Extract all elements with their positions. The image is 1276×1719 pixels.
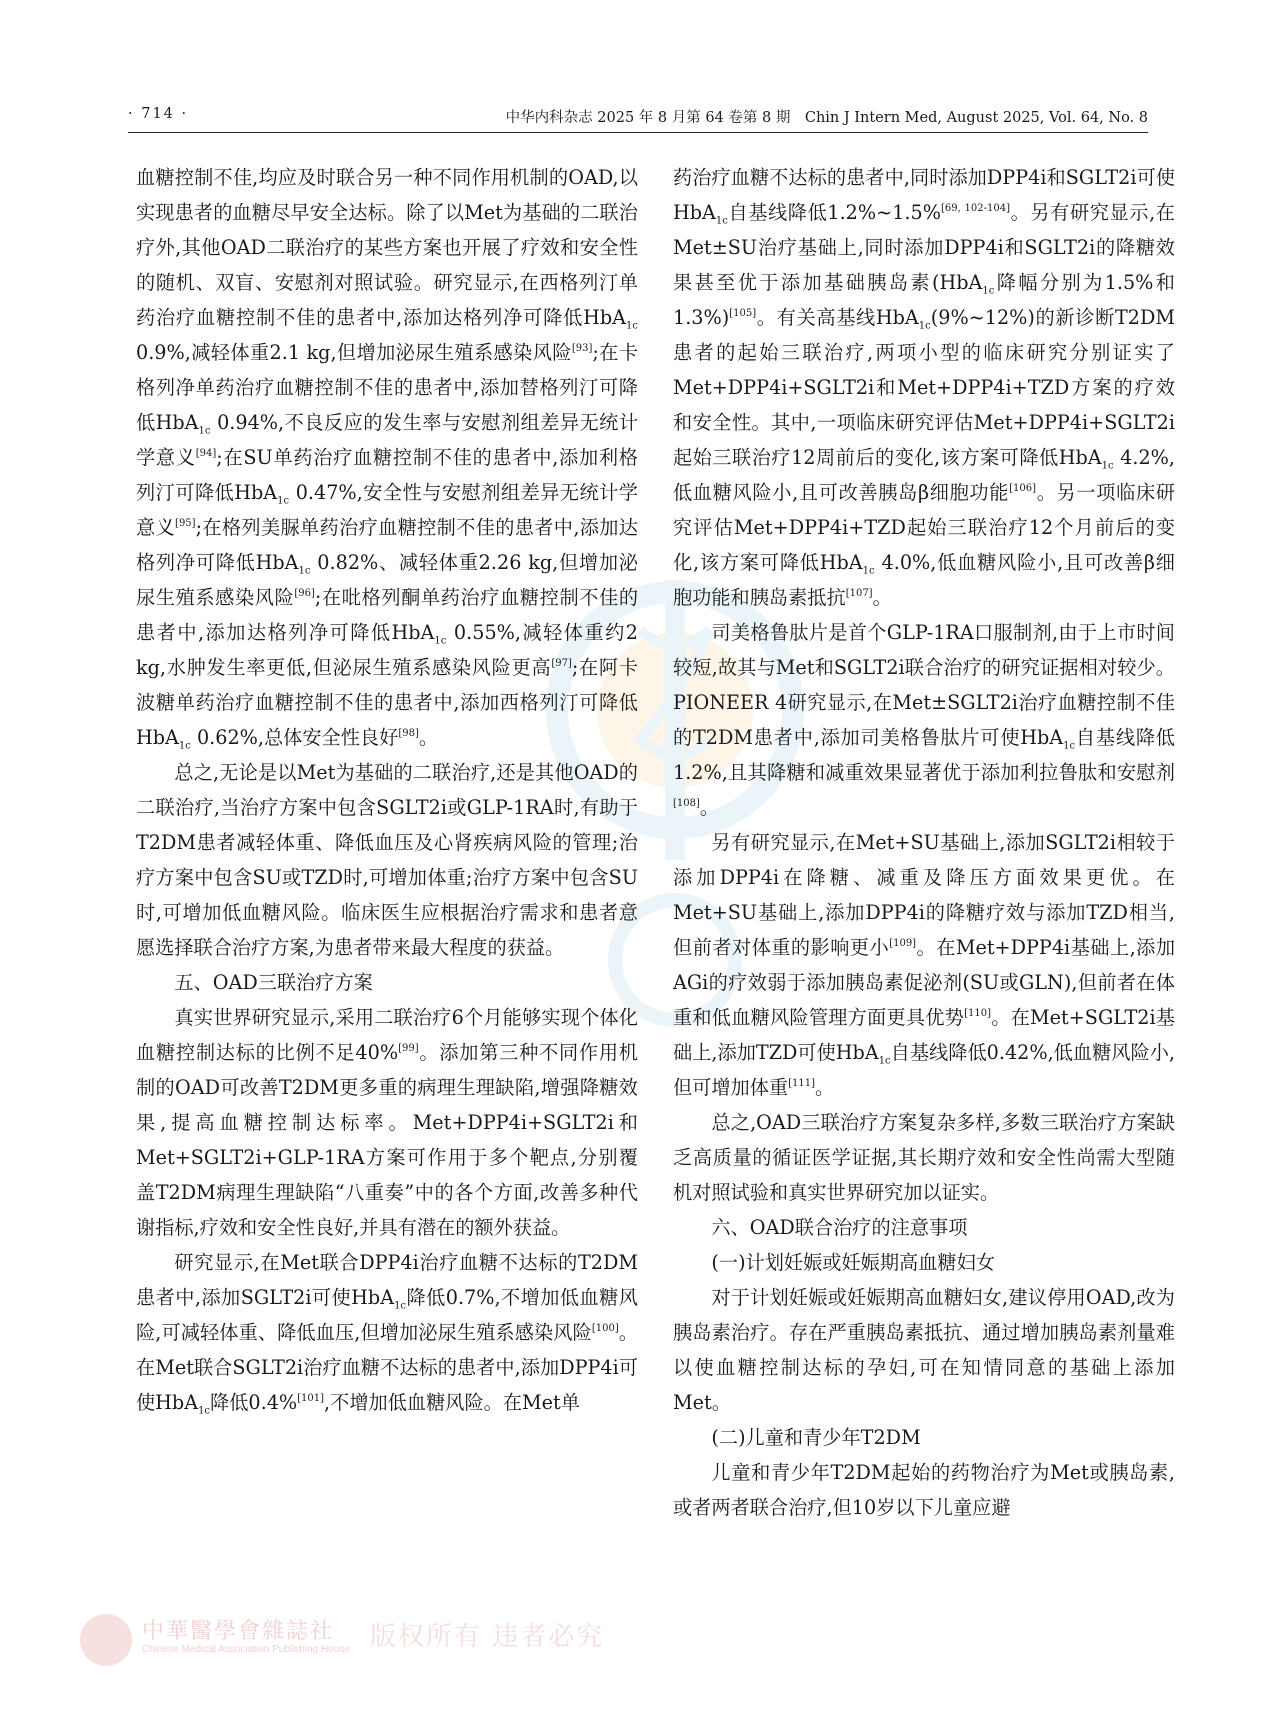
citation: [98] bbox=[398, 728, 419, 739]
citation: [93] bbox=[571, 343, 593, 354]
subsection-heading-6-1: (一)计划妊娠或妊娠期高血糖妇女 bbox=[711, 1251, 995, 1274]
right-paragraph-2: 司美格鲁肽片是首个GLP-1RA口服制剂,由于上市时间较短,故其与Met和SGLT2i联合治疗的研究证据相对较少。PIONEER 4研究显示,在Met±SGLT2i治疗血糖控制不佳的T2DM患者中,添加司美格鲁肽片可使HbA$_{1c}$自基线降低1.2%,且其降糖和减重效果显著优于添加利拉鲁肽和安慰剂[108]。 bbox=[673, 621, 1175, 819]
left-paragraph-4: 研究显示,在Met联合DPP4i治疗血糖不达标的T2DM患者中,添加SGLT2i可使HbA$_{1c}$降低0.7%,不增加低血糖风险,可减轻体重、降低血压,但增加泌尿生殖系感染风险[100]。在Met联合SGLT2i治疗血糖不达标的患者中,添加DPP4i可使HbA$_{1c}$降低0.4%[101],不增加低血糖风险。在Met单 bbox=[136, 1251, 638, 1417]
citation: [109] bbox=[889, 938, 917, 949]
page-number: · 714 · bbox=[128, 106, 189, 122]
subsection-heading-6-2: (二)儿童和青少年T2DM bbox=[711, 1426, 921, 1449]
section-heading-6: 六、OAD联合治疗的注意事项 bbox=[711, 1216, 968, 1239]
left-column bbox=[136, 160, 638, 1420]
citation: [100] bbox=[591, 1323, 619, 1334]
journal-citation: 中华内科杂志 2025 年 8 月第 64 卷第 8 期 Chin J Intern Med, August 2025, Vol. 64, No. 8 bbox=[505, 110, 1148, 126]
left-paragraph-1: 血糖控制不佳,均应及时联合另一种不同作用机制的OAD,以实现患者的血糖尽早安全达标。除了以Met为基础的二联治疗外,其他OAD二联治疗的某些方案也开展了疗效和安全性的随机、双盲、安慰剂对照试验。研究显示,在西格列汀单药治疗血糖控制不佳的患者中,添加达格列净可降低HbA$_{1c}$ 0.9%,减轻体重2.1 kg,但增加泌尿生殖系感染风险[93];在卡格列净单药治疗血糖控制不佳的患者中,添加替格列汀可降低HbA$_{1c}$ 0.94%,不良反应的发生率与安慰剂组差异无统计学意义[94];在SU单药治疗血糖控制不佳的患者中,添加利格列汀可降低HbA$_{1c}$ 0.47%,安全性与安慰剂组差异无统计学意义[95];在格列美脲单药治疗血糖控制不佳的患者中,添加达格列净可降低HbA$_{1c}$ 0.82%、减轻体重2.26 kg,但增加泌尿生殖系感染风险[96];在吡格列酮单药治疗血糖控制不佳的患者中,添加达格列净可降低HbA$_{1c}$ 0.55%,减轻体重约2 kg,水肿发生率更低,但泌尿生殖系感染风险更高[97];在阿卡波糖单药治疗血糖控制不佳的患者中,添加西格列汀可降低HbA$_{1c}$ 0.62%,总体安全性良好[98]。 bbox=[136, 166, 639, 752]
citation: [69, 102-104] bbox=[940, 203, 1010, 214]
citation: [105] bbox=[729, 308, 757, 319]
copyright-slogan: 版权所有 违者必究 bbox=[370, 1622, 605, 1652]
seal-icon bbox=[80, 1614, 132, 1666]
publisher-name-en: Chinese Medical Association Publishing House bbox=[142, 1644, 350, 1655]
running-header bbox=[128, 104, 1148, 133]
publisher-logo bbox=[80, 1610, 640, 1670]
citation: [106] bbox=[1009, 483, 1037, 494]
left-paragraph-2: 总之,无论是以Met为基础的二联治疗,还是其他OAD的二联治疗,当治疗方案中包含SGLT2i或GLP-1RA时,有助于T2DM患者减轻体重、降低血压及心肾疾病风险的管理;治疗方案中包含SU或TZD时,可增加体重;治疗方案中包含SU时,可增加低血糖风险。临床医生应根据治疗需求和患者意愿选择联合治疗方案,为患者带来最大程度的获益。 bbox=[136, 761, 638, 959]
right-column bbox=[673, 160, 1175, 1525]
citation: [108] bbox=[673, 798, 700, 809]
section-heading-5: 五、OAD三联治疗方案 bbox=[174, 971, 373, 994]
citation: [97] bbox=[551, 658, 572, 669]
citation: [95] bbox=[175, 518, 196, 529]
right-paragraph-5: 对于计划妊娠或妊娠期高血糖妇女,建议停用OAD,改为胰岛素治疗。存在严重胰岛素抵抗、通过增加胰岛素剂量难以使血糖控制达标的孕妇,可在知情同意的基础上添加Met。 bbox=[673, 1286, 1175, 1414]
citation: [107] bbox=[845, 588, 873, 599]
citation: [99] bbox=[398, 1043, 419, 1054]
right-paragraph-4: 总之,OAD三联治疗方案复杂多样,多数三联治疗方案缺乏高质量的循证医学证据,其长期疗效和安全性尚需大型随机对照试验和真实世界研究加以证实。 bbox=[673, 1111, 1175, 1204]
citation: [96] bbox=[294, 588, 315, 599]
citation: [111] bbox=[788, 1078, 816, 1089]
publisher-name: 中華醫學會雜誌社 bbox=[142, 1619, 335, 1644]
right-paragraph-6: 儿童和青少年T2DM起始的药物治疗为Met或胰岛素,或者两者联合治疗,但10岁以下儿童应避 bbox=[673, 1461, 1175, 1519]
citation: [110] bbox=[964, 1008, 991, 1019]
citation: [101] bbox=[297, 1393, 325, 1404]
citation: [94] bbox=[195, 448, 217, 459]
right-paragraph-3: 另有研究显示,在Met+SU基础上,添加SGLT2i相较于添加DPP4i在降糖、减重及降压方面效果更优。在Met+SU基础上,添加DPP4i的降糖疗效与添加TZD相当,但前者对体重的影响更小[109]。在Met+DPP4i基础上,添加AGi的疗效弱于添加胰岛素促泌剂(SU或GLN),但前者在体重和低血糖风险管理方面更具优势[110]。在Met+SGLT2i基础上,添加TZD可使HbA$_{1c}$自基线降低0.42%,低血糖风险小,但可增加体重[111]。 bbox=[673, 831, 1176, 1099]
left-paragraph-3: 真实世界研究显示,采用二联治疗6个月能够实现个体化血糖控制达标的比例不足40%[99]。添加第三种不同作用机制的OAD可改善T2DM更多重的病理生理缺陷,增强降糖效果,提高血糖控制达标率。Met+DPP4i+SGLT2i和Met+SGLT2i+GLP-1RA方案可作用于多个靶点,分别覆盖T2DM病理生理缺陷“八重奏”中的各个方面,改善多种代谢指标,疗效和安全性良好,并具有潜在的额外获益。 bbox=[136, 1006, 638, 1239]
right-paragraph-1: 药治疗血糖不达标的患者中,同时添加DPP4i和SGLT2i可使HbA$_{1c}$自基线降低1.2%~1.5%[69, 102-104]。另有研究显示,在Met±SU治疗基础上,同时添加DPP4i和SGLT2i的降糖效果甚至优于添加基础胰岛素(HbA$_{1c}$降幅分别为1.5%和1.3%)[105]。有关高基线HbA$_{1c}$(9%~12%)的新诊断T2DM患者的起始三联治疗,两项小型的临床研究分别证实了Met+DPP4i+SGLT2i和Met+DPP4i+TZD方案的疗效和安全性。其中,一项临床研究评估Met+DPP4i+SGLT2i起始三联治疗12周前后的变化,该方案可降低HbA$_{1c}$ 4.2%,低血糖风险小,且可改善胰岛β细胞功能[106]。另一项临床研究评估Met+DPP4i+TZD起始三联治疗12个月前后的变化,该方案可降低HbA$_{1c}$ 4.0%,低血糖风险小,且可改善β细胞功能和胰岛素抵抗[107]。 bbox=[673, 166, 1175, 609]
